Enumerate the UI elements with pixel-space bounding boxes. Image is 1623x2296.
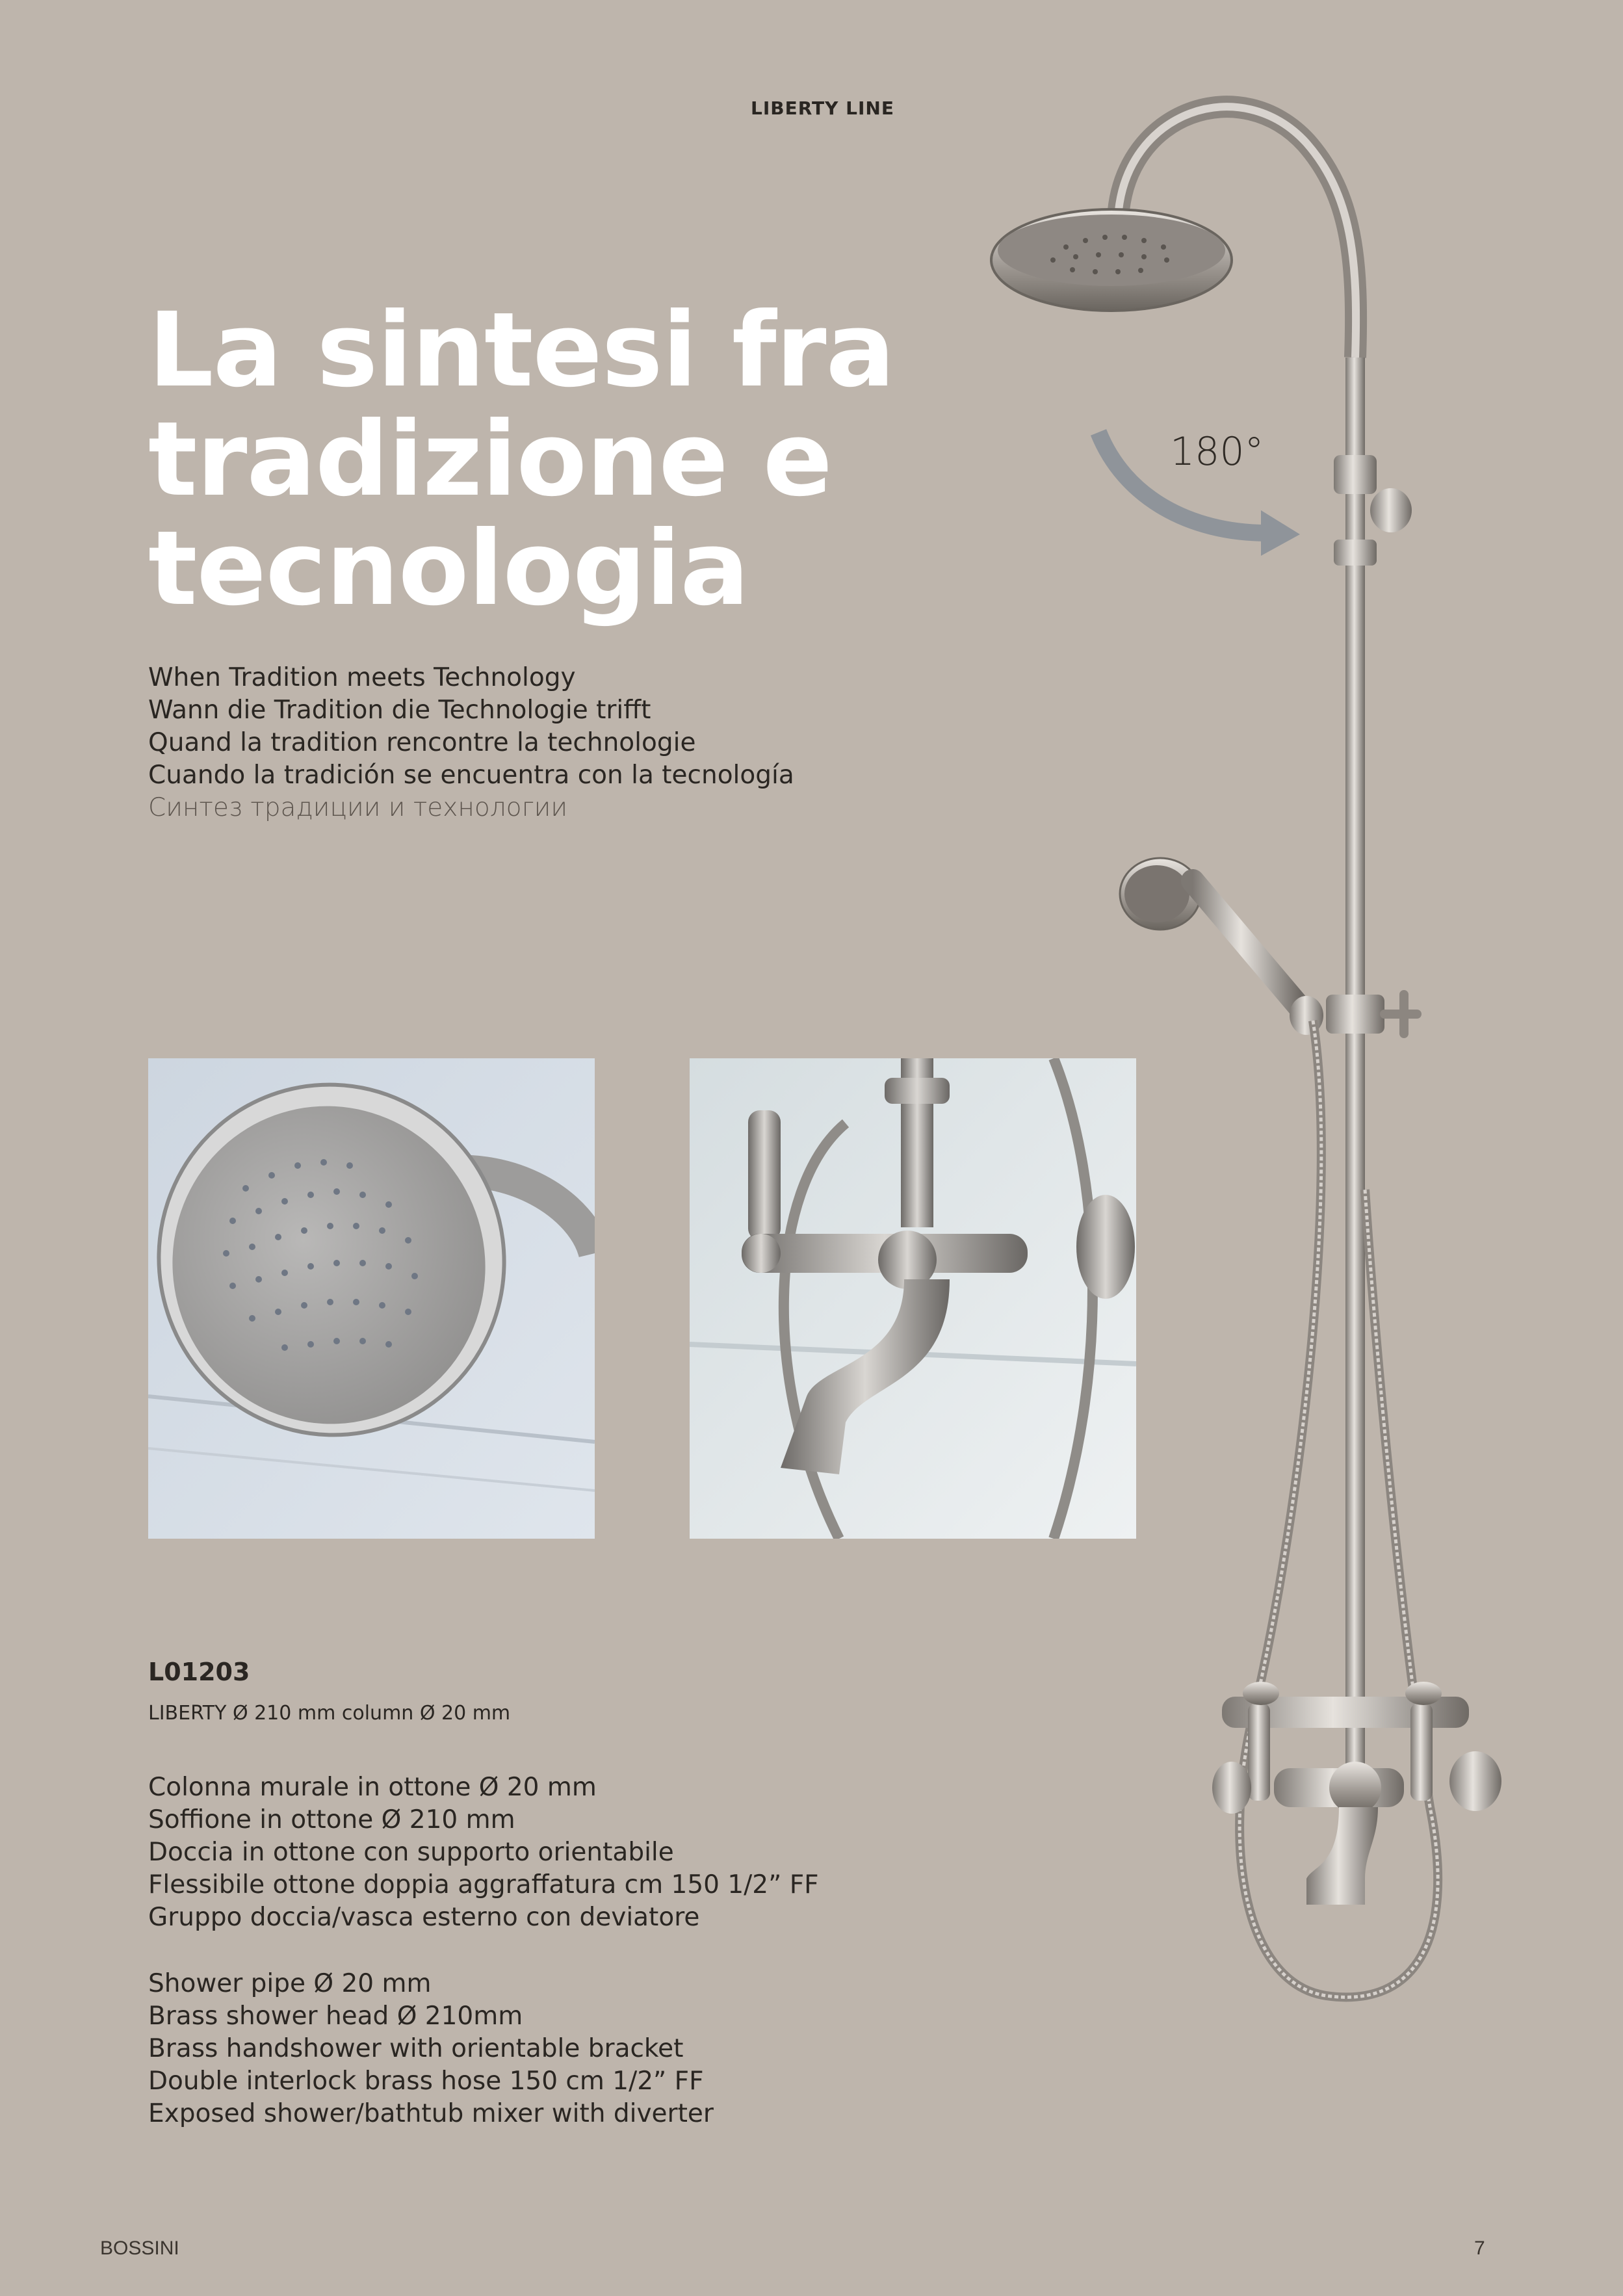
subtitle-de: Wann die Tradition die Technologie trifft (148, 696, 651, 725)
feature-line: Doccia in ottone con supporto orientabile (148, 1838, 674, 1867)
shower-head-photo (148, 1058, 595, 1539)
feature-line: Exposed shower/bathtub mixer with diverter (148, 2099, 714, 2128)
feature-line: Brass shower head Ø 210mm (148, 2002, 523, 2031)
feature-line: Brass handshower with orientable bracket (148, 2034, 684, 2063)
feature-line: Colonna murale in ottone Ø 20 mm (148, 1773, 597, 1802)
subtitle-fr: Quand la tradition rencontre la technologie (148, 728, 696, 757)
feature-line: Shower pipe Ø 20 mm (148, 1969, 432, 1998)
subtitle-es: Cuando la tradición se encuentra con la tecnología (148, 761, 794, 790)
feature-line: Flessibile ottone doppia aggraffatura cm 150 1/2” FF (148, 1870, 819, 1899)
footer-brand: BOSSINI (100, 2237, 179, 2259)
subtitle-ru: Синтез традиции и технологии (148, 793, 568, 822)
multilingual-subtitles (148, 662, 794, 824)
features-italian (148, 1771, 819, 1934)
subtitle-en: When Tradition meets Technology (148, 663, 576, 692)
features-english (148, 1968, 714, 2130)
product-summary: LIBERTY Ø 210 mm column Ø 20 mm (148, 1702, 511, 1725)
product-code: L01203 (148, 1658, 250, 1686)
headline-line: La sintesi fra (148, 291, 895, 410)
mixer-photo (690, 1058, 1136, 1539)
section-title: LIBERTY LINE (751, 98, 894, 119)
feature-line: Soffione in ottone Ø 210 mm (148, 1805, 515, 1834)
feature-line: Gruppo doccia/vasca esterno con deviatore (148, 1903, 700, 1932)
headline-line: tecnologia (148, 509, 749, 629)
page-headline (148, 291, 928, 629)
feature-line: Double interlock brass hose 150 cm 1/2” FF (148, 2067, 704, 2096)
page-number: 7 (1474, 2237, 1485, 2259)
headline-line: tradizione e (148, 400, 832, 519)
rotation-label: 180° (1170, 429, 1264, 475)
